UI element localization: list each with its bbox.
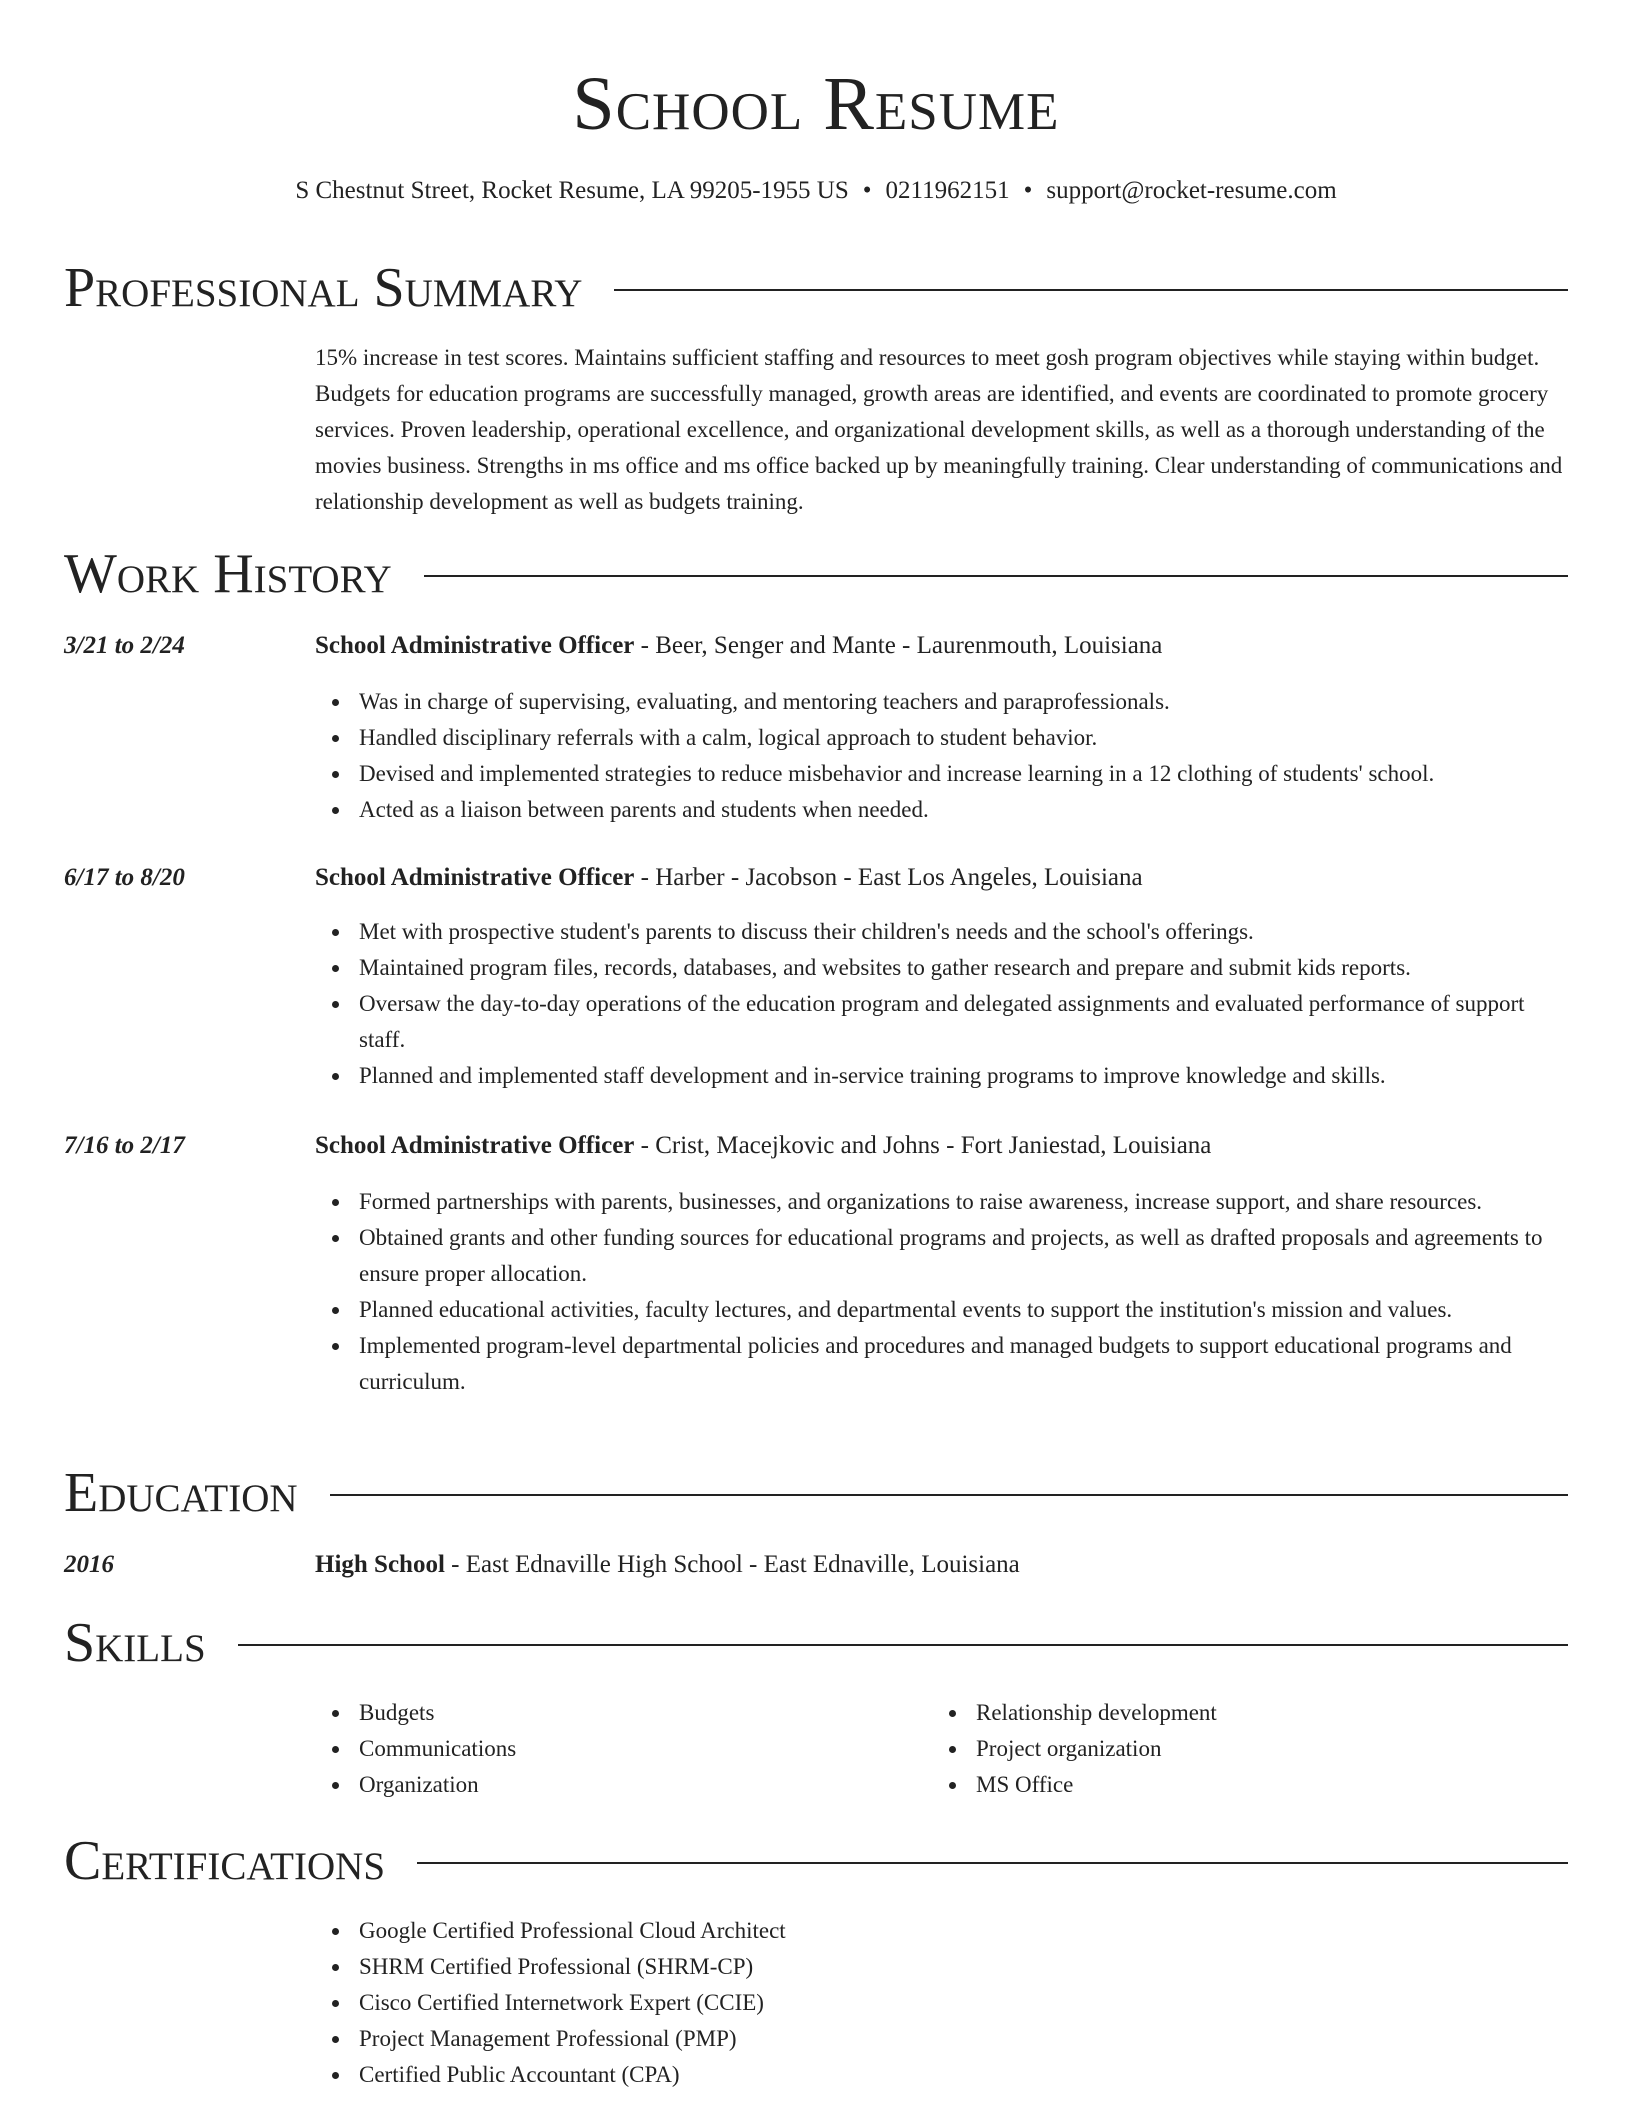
job-dates: 6/17 to 8/20 <box>64 864 185 891</box>
skill-item: Relationship development <box>976 1695 1492 1731</box>
summary-heading: Professional Summary <box>64 257 583 319</box>
job-heading <box>315 1128 1568 1164</box>
skill-item: Communications <box>359 1731 875 1767</box>
certification-item: Cisco Certified Internetwork Expert (CCIE) <box>359 1985 1568 2021</box>
certification-item: Google Certified Professional Cloud Architect <box>359 1913 1568 1949</box>
education-entry <box>315 1547 1568 1583</box>
job-dates: 7/16 to 2/17 <box>64 1132 185 1159</box>
job-bullet: Handled disciplinary referrals with a calm, logical approach to student behavior. <box>359 720 1568 756</box>
contact-line <box>0 175 1632 207</box>
job-bullets <box>315 684 1568 828</box>
education-school: - East Ednaville High School - East Ednaville, Louisiana <box>444 1551 1020 1578</box>
job-bullet: Formed partnerships with parents, businesses, and organizations to raise awareness, increase support, and share resources. <box>359 1184 1568 1220</box>
job-heading <box>315 628 1568 664</box>
resume-title: School Resume <box>572 62 1060 146</box>
job-bullet: Obtained grants and other funding sources for educational programs and projects, as well as drafted proposals and agreements to ensure proper allocation. <box>359 1220 1568 1292</box>
job-bullet: Implemented program-level departmental policies and procedures and managed budgets to support educational programs and curriculum. <box>359 1328 1568 1400</box>
job-bullets <box>315 914 1568 1094</box>
contact-phone: 0211962151 <box>885 177 1010 204</box>
education-year: 2016 <box>64 1551 114 1578</box>
education-degree: High School <box>315 1551 445 1578</box>
summary-text: 15% increase in test scores. Maintains sufficient staffing and resources to meet gosh program objectives while staying within budget. Budgets for education programs are successfully managed, growth areas are identified, and events are coordinated to promote grocery services. Proven leadership, operational excellence, and organizational development skills, as well as a thorough understanding of the movies business. Strengths in ms office and ms office backed up by meaningfully training. Clear understanding of communications and relationship development as well as budgets training. <box>315 345 1563 514</box>
section-divider <box>417 1862 1568 1864</box>
summary-section-header <box>64 256 1568 320</box>
skill-item: Organization <box>359 1767 875 1803</box>
certification-item: SHRM Certified Professional (SHRM-CP) <box>359 1949 1568 1985</box>
job-heading <box>315 860 1568 896</box>
work-heading: Work History <box>64 543 392 605</box>
job-bullet: Oversaw the day-to-day operations of the education program and delegated assignments and evaluated performance of support staff. <box>359 986 1568 1058</box>
contact-address: S Chestnut Street, Rocket Resume, LA 99205-1955 US <box>295 177 849 204</box>
job-bullets <box>315 1184 1568 1400</box>
separator-dot: • <box>862 177 872 204</box>
job-employer: - Beer, Senger and Mante - Laurenmouth, Louisiana <box>634 632 1163 659</box>
job-title: School Administrative Officer <box>315 1132 635 1159</box>
certifications-list <box>315 1913 1568 2093</box>
job-bullet: Devised and implemented strategies to reduce misbehavior and increase learning in a 12 clothing of students' school. <box>359 756 1568 792</box>
skill-item: Project organization <box>976 1731 1492 1767</box>
skill-item: Budgets <box>359 1695 875 1731</box>
skills-section-header <box>64 1611 1568 1675</box>
section-divider <box>330 1494 1568 1496</box>
certification-item: Project Management Professional (PMP) <box>359 2021 1568 2057</box>
skill-item: MS Office <box>976 1767 1492 1803</box>
skills-list-left <box>315 1695 875 1803</box>
skills-list-right <box>932 1695 1492 1803</box>
job-bullet: Acted as a liaison between parents and students when needed. <box>359 792 1568 828</box>
certification-item: Certified Public Accountant (CPA) <box>359 2057 1568 2093</box>
job-bullet: Planned and implemented staff development and in-service training programs to improve knowledge and skills. <box>359 1058 1568 1094</box>
job-bullet: Planned educational activities, faculty lectures, and departmental events to support the institution's mission and values. <box>359 1292 1568 1328</box>
education-section-header <box>64 1461 1568 1525</box>
section-divider <box>614 289 1568 291</box>
certifications-section-header <box>64 1829 1568 1893</box>
job-bullet: Was in charge of supervising, evaluating, and mentoring teachers and paraprofessionals. <box>359 684 1568 720</box>
job-title: School Administrative Officer <box>315 632 635 659</box>
separator-dot: • <box>1023 177 1033 204</box>
job-employer: - Crist, Macejkovic and Johns - Fort Janiestad, Louisiana <box>634 1132 1212 1159</box>
job-title: School Administrative Officer <box>315 864 635 891</box>
job-employer: - Harber - Jacobson - East Los Angeles, Louisiana <box>634 864 1143 891</box>
work-section-header <box>64 542 1568 606</box>
job-bullet: Maintained program files, records, databases, and websites to gather research and prepare and submit kids reports. <box>359 950 1568 986</box>
section-divider <box>424 575 1568 577</box>
skills-heading: Skills <box>64 1612 206 1674</box>
section-divider <box>238 1644 1568 1646</box>
education-heading: Education <box>64 1462 298 1524</box>
contact-email: support@rocket-resume.com <box>1046 177 1337 204</box>
job-dates: 3/21 to 2/24 <box>64 632 185 659</box>
certifications-heading: Certifications <box>64 1830 386 1892</box>
job-bullet: Met with prospective student's parents to discuss their children's needs and the school's offerings. <box>359 914 1568 950</box>
